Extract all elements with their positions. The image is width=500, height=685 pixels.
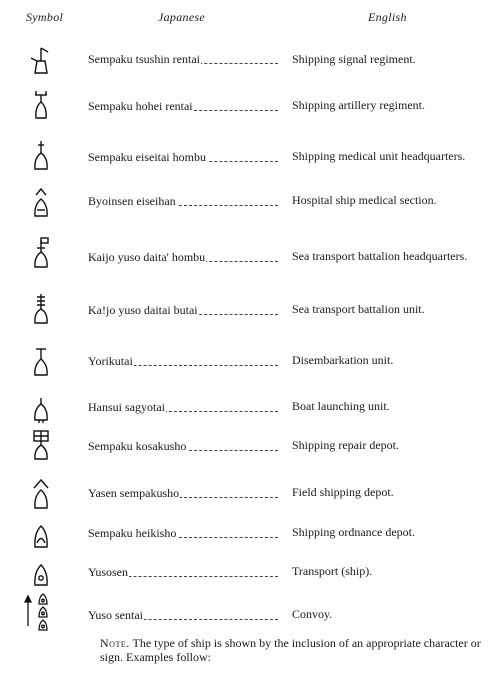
header-japanese: Japanese bbox=[158, 10, 206, 24]
english-term: Boat launching unit. bbox=[292, 399, 390, 413]
artillery-regiment-icon bbox=[26, 88, 56, 120]
japanese-term: Byoinsen eiseihan bbox=[88, 194, 176, 208]
english-term: Transport (ship). bbox=[292, 564, 373, 578]
japanese-term: Yasen sempakusho bbox=[88, 486, 180, 500]
field-depot-icon bbox=[26, 477, 56, 509]
header-symbol: Symbol bbox=[26, 10, 64, 24]
english-term: Convoy. bbox=[292, 607, 333, 621]
hospital-ship-icon bbox=[26, 185, 56, 217]
english-term: Shipping medical unit headquarters. bbox=[292, 149, 466, 163]
repair-depot-icon bbox=[26, 428, 56, 460]
japanese-term: Ka!jo yuso daitai butai bbox=[88, 303, 198, 317]
convoy-icon bbox=[22, 592, 56, 636]
boat-launching-icon bbox=[26, 392, 56, 424]
note-text: The type of ship is shown by the inclusion of an appropriate character or sign. Examples follow: bbox=[100, 636, 481, 664]
japanese-term: Sempaku eiseitai hombu bbox=[88, 150, 206, 164]
english-term: Shipping ordnance depot. bbox=[292, 525, 415, 539]
note-label: Note. bbox=[100, 636, 130, 650]
battalion-hq-icon bbox=[26, 236, 56, 268]
english-term: Shipping signal regiment. bbox=[292, 52, 416, 66]
battalion-unit-icon bbox=[26, 292, 56, 324]
english-term: Sea transport battalion headquarters. bbox=[292, 249, 468, 263]
english-term: Shipping repair depot. bbox=[292, 438, 399, 452]
english-term: Disembarkation unit. bbox=[292, 353, 394, 367]
english-term: Sea transport battalion unit. bbox=[292, 302, 425, 316]
japanese-term: Hansui sagyotai bbox=[88, 400, 165, 414]
japanese-term: Sempaku hohei rentai bbox=[88, 99, 193, 113]
japanese-term: Sempaku heikisho bbox=[88, 526, 177, 540]
japanese-term: Kaijo yuso daita' hombu bbox=[88, 250, 206, 264]
japanese-term: Sempaku kosakusho bbox=[88, 439, 187, 453]
signal-regiment-icon bbox=[26, 44, 56, 76]
japanese-term: Yusosen bbox=[88, 565, 129, 579]
disembarkation-icon bbox=[26, 344, 56, 376]
english-term: Hospital ship medical section. bbox=[292, 193, 437, 207]
ordnance-depot-icon bbox=[26, 518, 56, 550]
transport-ship-icon bbox=[26, 556, 56, 588]
japanese-term: Yuso sentai bbox=[88, 608, 143, 622]
english-term: Field shipping depot. bbox=[292, 485, 394, 499]
medical-hq-icon bbox=[26, 138, 56, 170]
footnote bbox=[100, 636, 490, 664]
japanese-term: Sempaku tsushin rentai bbox=[88, 52, 200, 66]
english-term: Shipping artillery regiment. bbox=[292, 98, 425, 112]
japanese-term: Yorikutai bbox=[88, 354, 133, 368]
header-english: English bbox=[368, 10, 407, 24]
